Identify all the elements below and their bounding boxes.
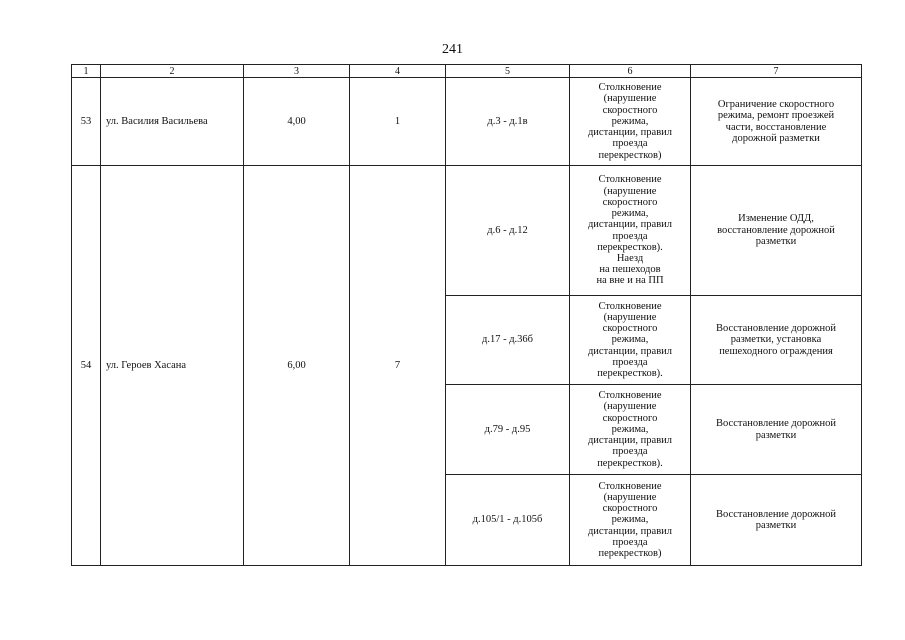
measures: Восстановление дорожной разметки, установка пешеходного ограждения bbox=[691, 296, 862, 385]
accident-cause: Столкновение (нарушение скоростного режима, дистанции, правил проезда перекрестков). bbox=[570, 385, 691, 475]
accident-table bbox=[71, 64, 862, 566]
row-number: 53 bbox=[72, 78, 101, 166]
header-cell: 7 bbox=[691, 65, 862, 78]
segment-range: д.105/1 - д.105б bbox=[446, 475, 570, 566]
header-row bbox=[72, 65, 862, 78]
segment-range: д.79 - д.95 bbox=[446, 385, 570, 475]
count-value: 1 bbox=[350, 78, 446, 166]
row-number: 54 bbox=[72, 166, 101, 566]
street-name: ул. Героев Хасана bbox=[101, 166, 244, 566]
count-value: 7 bbox=[350, 166, 446, 566]
header-cell: 6 bbox=[570, 65, 691, 78]
measures: Восстановление дорожной разметки bbox=[691, 385, 862, 475]
street-name: ул. Василия Васильева bbox=[101, 78, 244, 166]
accident-cause: Столкновение (нарушение скоростного режима, дистанции, правил проезда перекрестков). Наезд на пешеходов на вне и на ПП bbox=[570, 166, 691, 296]
accident-cause: Столкновение (нарушение скоростного режима, дистанции, правил проезда перекрестков) bbox=[570, 475, 691, 566]
accident-cause: Столкновение (нарушение скоростного режима, дистанции, правил проезда перекрестков) bbox=[570, 78, 691, 166]
measures: Ограничение скоростного режима, ремонт проезжей части, восстановление дорожной разметки bbox=[691, 78, 862, 166]
header-cell: 4 bbox=[350, 65, 446, 78]
segment-range: д.6 - д.12 bbox=[446, 166, 570, 296]
measures: Восстановление дорожной разметки bbox=[691, 475, 862, 566]
accident-cause: Столкновение (нарушение скоростного режима, дистанции, правил проезда перекрестков). bbox=[570, 296, 691, 385]
table-row bbox=[72, 78, 862, 166]
header-cell: 5 bbox=[446, 65, 570, 78]
length-value: 6,00 bbox=[244, 166, 350, 566]
header-cell: 2 bbox=[101, 65, 244, 78]
measures: Изменение ОДД, восстановление дорожной разметки bbox=[691, 166, 862, 296]
header-cell: 3 bbox=[244, 65, 350, 78]
table-row bbox=[72, 166, 862, 296]
segment-range: д.17 - д.36б bbox=[446, 296, 570, 385]
segment-range: д.3 - д.1в bbox=[446, 78, 570, 166]
length-value: 4,00 bbox=[244, 78, 350, 166]
page-number: 241 bbox=[442, 42, 463, 57]
header-cell: 1 bbox=[72, 65, 101, 78]
